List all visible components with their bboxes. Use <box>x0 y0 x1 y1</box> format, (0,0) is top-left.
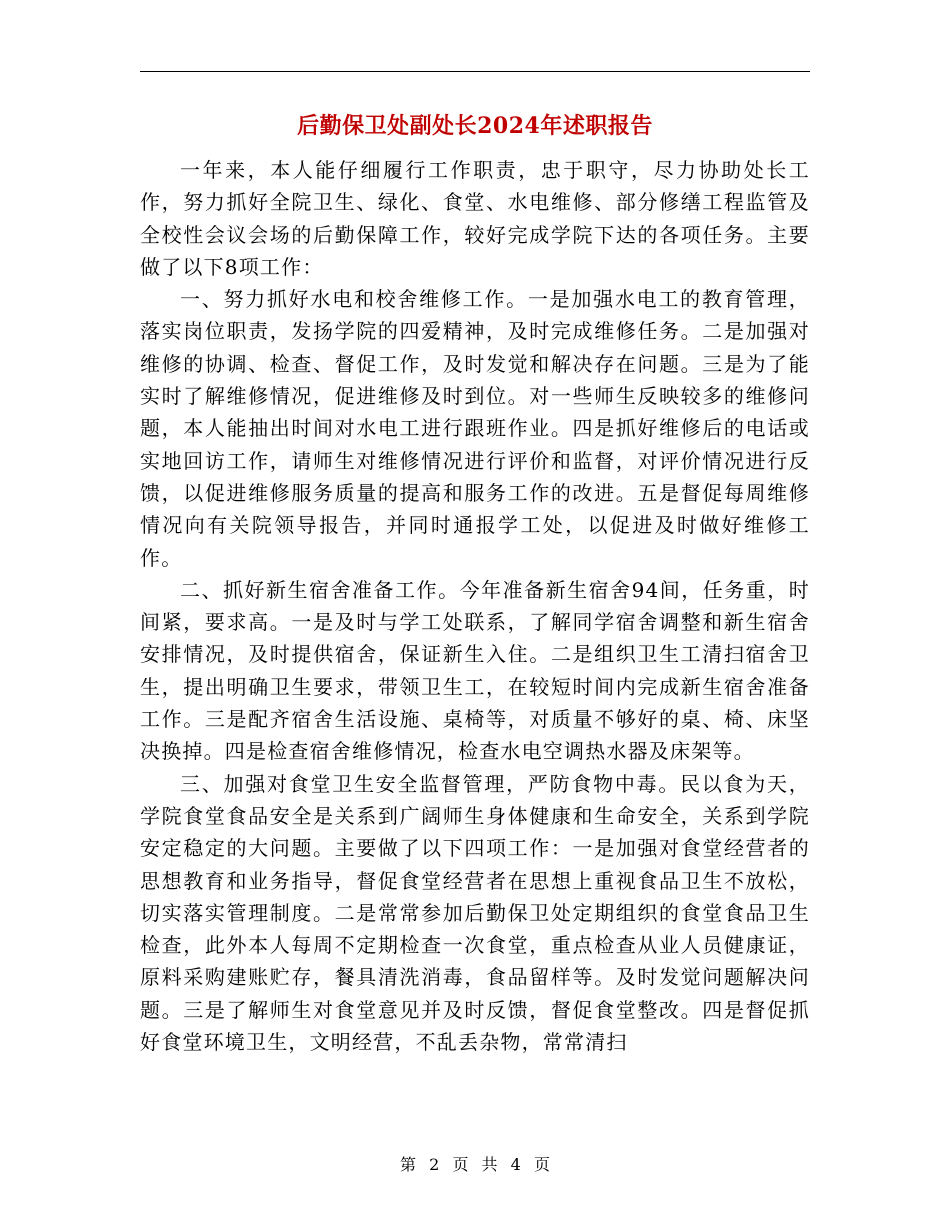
page-footer <box>0 1154 950 1176</box>
footer-suffix: 页 <box>533 1155 550 1174</box>
document-body <box>140 154 810 1058</box>
document-title: 后勤保卫处副处长2024年述职报告 <box>297 113 653 139</box>
footer-total-pages: 4 <box>510 1155 521 1174</box>
paragraph-maintenance: 一、努力抓好水电和校舍维修工作。一是加强水电工的教育管理，落实岗位职责，发扬学院的四爱精神，及时完成维修任务。二是加强对维修的协调、检查、督促工作，及时发觉和解决存在问题。三是为了能实时了解维修情况，促进维修及时到位。对一些师生反映较多的维修问题，本人能抽出时间对水电工进行跟班作业。四是抓好维修后的电话或实地回访工作，请师生对维修情况进行评价和监督，对评价情况进行反馈，以促进维修服务质量的提高和服务工作的改进。五是督促每周维修情况向有关院领导报告，并同时通报学工处，以促进及时做好维修工作。 <box>140 287 810 570</box>
header-rule <box>140 71 810 72</box>
paragraph-intro: 一年来，本人能仔细履行工作职责，忠于职守，尽力协助处长工作，努力抓好全院卫生、绿化、食堂、水电维修、部分修缮工程监管及全校性会议会场的后勤保障工作，较好完成学院下达的各项任务。主要做了以下8项工作： <box>140 158 810 279</box>
footer-prefix: 第 <box>400 1155 417 1174</box>
footer-current-page: 2 <box>429 1155 440 1174</box>
paragraph-dormitory: 二、抓好新生宿舍准备工作。今年准备新生宿舍94间，任务重，时间紧，要求高。一是及时与学工处联系，了解同学宿舍调整和新生宿舍安排情况，及时提供宿舍，保证新生入住。二是组织卫生工清扫宿舍卫生，提出明确卫生要求，带领卫生工，在较短时间内完成新生宿舍准备工作。三是配齐宿舍生活设施、桌椅等，对质量不够好的桌、椅、床坚决换掉。四是检查宿舍维修情况，检查水电空调热水器及床架等。 <box>140 577 810 764</box>
footer-total-label: 共 <box>481 1155 498 1174</box>
paragraph-canteen: 三、加强对食堂卫生安全监督管理，严防食物中毒。民以食为天，学院食堂食品安全是关系到广阔师生身体健康和生命安全，关系到学院安定稳定的大问题。主要做了以下四项工作：一是加强对食堂经营者的思想教育和业务指导，督促食堂经营者在思想上重视食品卫生不放松，切实落实管理制度。二是常常参加后勤保卫处定期组织的食堂食品卫生检查，此外本人每周不定期检查一次食堂，重点检查从业人员健康证，原料采购建账贮存，餐具清洗消毒，食品留样等。及时发觉问题解决问题。三是了解师生对食堂意见并及时反馈，督促食堂整改。四是督促抓好食堂环境卫生，文明经营，不乱丢杂物，常常清扫 <box>140 771 810 1055</box>
footer-middle: 页 <box>452 1155 469 1174</box>
